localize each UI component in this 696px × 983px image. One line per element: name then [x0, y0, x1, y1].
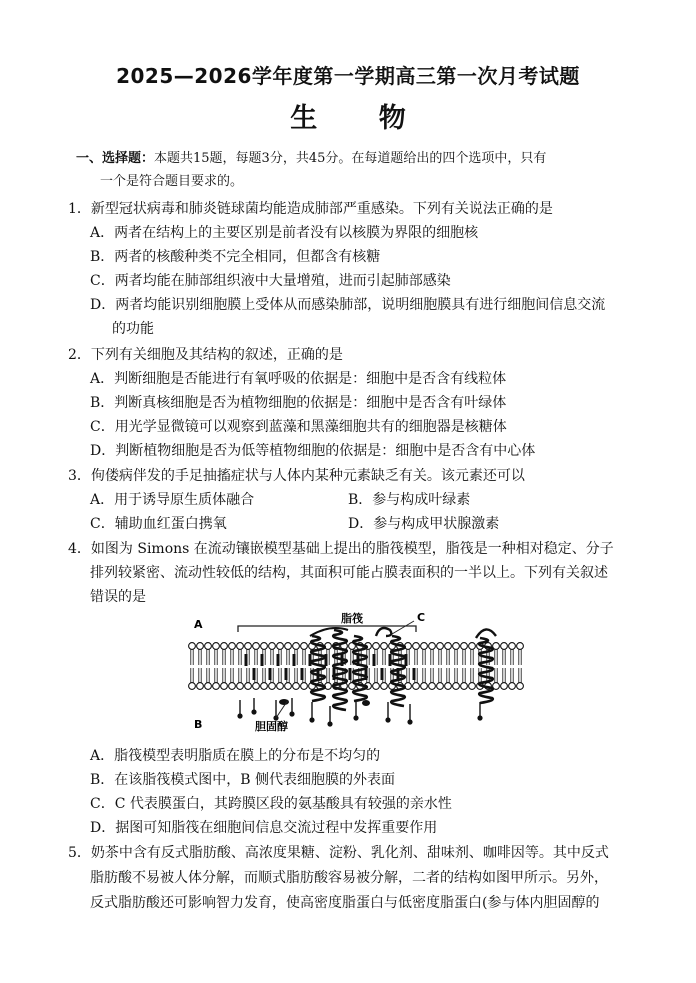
phospholipid-tail: [207, 668, 209, 683]
cholesterol-molecule: [373, 654, 376, 666]
q1-stem: 1．新型冠状病毒和肺炎链球菌均能造成肺部严重感染。下列有关说法正确的是: [68, 201, 553, 217]
cholesterol-molecule: [309, 654, 312, 666]
q3-option-d: D．参与构成甲状腺激素: [348, 516, 500, 532]
section-instructions: 本题共15题，每题3分，共45分。在每道题给出的四个选项中，只有: [154, 151, 547, 166]
lipid-anchored-protein: [362, 700, 370, 706]
phospholipid-tail: [191, 650, 193, 666]
phospholipid-tail: [447, 668, 449, 683]
q1-option-a: A．两者在结构上的主要区别是前者没有以核膜为界限的细胞核: [90, 225, 479, 241]
phospholipid-head: [189, 683, 196, 690]
figure-label-a: A: [194, 618, 203, 631]
phospholipid-head: [253, 683, 260, 690]
phospholipid-head: [269, 643, 276, 650]
phospholipid-head: [517, 643, 524, 650]
phospholipid-head: [277, 643, 284, 650]
phospholipid-tail: [215, 650, 217, 666]
anchor-bead: [251, 709, 256, 714]
phospholipid-tail: [495, 668, 497, 683]
cholesterol-molecule: [301, 668, 304, 680]
cholesterol-molecule: [293, 654, 296, 666]
phospholipid-tail: [471, 650, 473, 666]
phospholipid-head: [373, 683, 380, 690]
phospholipid-head: [381, 643, 388, 650]
q2-option-d: D．判断植物细胞是否为低等植物细胞的依据是：细胞中是否含有中心体: [90, 443, 536, 459]
q4-option-d: D．据图可知脂筏在细胞间信息交流过程中发挥重要作用: [90, 820, 438, 836]
phospholipid-tail: [239, 668, 241, 683]
q4-option-c: C．C 代表膜蛋白，其跨膜区段的氨基酸具有较强的亲水性: [90, 796, 452, 812]
phospholipid-tail: [463, 650, 465, 666]
figure-label-b: B: [194, 718, 203, 731]
figure-label-raft: 脂筏: [341, 612, 363, 625]
phospholipid-tail: [319, 650, 321, 666]
q4-stem-3: 错误的是: [90, 589, 146, 605]
phospholipid-tail: [503, 650, 505, 666]
phospholipid-head: [429, 683, 436, 690]
phospholipid-tail: [383, 650, 385, 666]
phospholipid-tail: [207, 650, 209, 666]
anchor-bead: [327, 721, 332, 726]
phospholipid-head: [261, 643, 268, 650]
phospholipid-head: [245, 643, 252, 650]
phospholipid-tail: [295, 668, 297, 683]
phospholipid-head: [205, 683, 212, 690]
phospholipid-head: [213, 683, 220, 690]
anchor-bead: [237, 713, 242, 718]
q2-option-a: A．判断细胞是否能进行有氧呼吸的依据是：细胞中是否含有线粒体: [90, 371, 507, 387]
phospholipid-tail: [455, 650, 457, 666]
phospholipid-head: [285, 683, 292, 690]
q5-line-1: 5．奶茶中含有反式脂肪酸、高浓度果糖、淀粉、乳化剂、甜味剂、咖啡因等。其中反式: [68, 845, 609, 861]
phospholipid-head: [229, 643, 236, 650]
q4-stem-2: 排列较紧密、流动性较低的结构，其面积可能占膜表面积的一半以上。下列有关叙述: [90, 565, 608, 581]
cholesterol-molecule: [381, 668, 384, 680]
cholesterol-molecule: [253, 668, 256, 680]
phospholipid-tail: [239, 650, 241, 666]
phospholipid-tail: [519, 650, 521, 666]
section-line-2: 一个是符合题目要求的。: [100, 174, 244, 189]
anchor-bead: [477, 715, 482, 720]
phospholipid-tail: [503, 668, 505, 683]
phospholipid-tail: [423, 668, 425, 683]
phospholipid-head: [437, 683, 444, 690]
q3-option-b: B．参与构成叶绿素: [348, 492, 471, 508]
phospholipid-head: [205, 643, 212, 650]
cholesterol-molecule: [261, 654, 264, 666]
phospholipid-head: [229, 683, 236, 690]
phospholipid-head: [373, 643, 380, 650]
protein-loop: [476, 629, 496, 638]
phospholipid-tail: [231, 668, 233, 683]
q4-option-b: B．在该脂筏模式图中，B 侧代表细胞膜的外表面: [90, 772, 396, 788]
figure-label-cholesterol: 胆固醇: [255, 720, 288, 733]
lipid-raft-figure: [180, 606, 530, 738]
phospholipid-tail: [327, 668, 329, 683]
phospholipid-head: [269, 683, 276, 690]
phospholipid-tail: [455, 668, 457, 683]
section-heading: 一、选择题：: [76, 151, 155, 166]
phospholipid-head: [453, 643, 460, 650]
phospholipid-head: [509, 643, 516, 650]
phospholipid-tail: [439, 650, 441, 666]
label-c-leader: [392, 621, 414, 634]
phospholipid-tail: [471, 668, 473, 683]
phospholipid-head: [213, 643, 220, 650]
cholesterol-molecule: [269, 668, 272, 680]
phospholipid-tail: [495, 650, 497, 666]
phospholipid-head: [221, 683, 228, 690]
phospholipid-tail: [271, 650, 273, 666]
phospholipid-tail: [279, 668, 281, 683]
phospholipid-head: [221, 643, 228, 650]
phospholipid-tail: [447, 650, 449, 666]
phospholipid-tail: [431, 650, 433, 666]
phospholipid-head: [461, 683, 468, 690]
q3-option-a: A．用于诱导原生质体融合: [90, 492, 255, 508]
phospholipid-head: [189, 643, 196, 650]
phospholipid-head: [381, 683, 388, 690]
phospholipid-head: [421, 683, 428, 690]
phospholipid-head: [301, 643, 308, 650]
phospholipid-tail: [263, 668, 265, 683]
cholesterol-molecule: [349, 668, 352, 680]
q3-stem: 3．佝偻病伴发的手足抽搐症状与人体内某种元素缺乏有关。该元素还可以: [68, 468, 525, 484]
phospholipid-tail: [247, 668, 249, 683]
phospholipid-tail: [303, 650, 305, 666]
phospholipid-tail: [215, 668, 217, 683]
phospholipid-head: [445, 683, 452, 690]
phospholipid-head: [461, 643, 468, 650]
phospholipid-tail: [199, 650, 201, 666]
phospholipid-tail: [399, 650, 401, 666]
phospholipid-tail: [431, 668, 433, 683]
phospholipid-head: [429, 643, 436, 650]
phospholipid-head: [509, 683, 516, 690]
phospholipid-head: [245, 683, 252, 690]
phospholipid-head: [253, 643, 260, 650]
phospholipid-head: [277, 683, 284, 690]
q2-option-b: B．判断真核细胞是否为植物细胞的依据是：细胞中是否含有叶绿体: [90, 395, 507, 411]
phospholipid-head: [453, 683, 460, 690]
phospholipid-tail: [223, 650, 225, 666]
phospholipid-tail: [287, 650, 289, 666]
q2-option-c: C．用光学显微镜可以观察到蓝藻和黑藻细胞共有的细胞器是核糖体: [90, 419, 507, 435]
phospholipid-tail: [463, 668, 465, 683]
cholesterol-molecule: [389, 654, 392, 666]
phospholipid-head: [437, 643, 444, 650]
phospholipid-head: [413, 683, 420, 690]
phospholipid-head: [285, 643, 292, 650]
phospholipid-tail: [223, 668, 225, 683]
cholesterol-molecule: [245, 654, 248, 666]
phospholipid-head: [501, 643, 508, 650]
phospholipid-head: [293, 683, 300, 690]
phospholipid-tail: [439, 668, 441, 683]
cholesterol-molecule: [413, 668, 416, 680]
phospholipid-tail: [191, 668, 193, 683]
phospholipid-head: [413, 643, 420, 650]
phospholipid-head: [517, 683, 524, 690]
phospholipid-tail: [375, 668, 377, 683]
protein-loop: [376, 628, 391, 636]
figure-label-c: C: [417, 611, 426, 624]
phospholipid-tail: [519, 668, 521, 683]
phospholipid-tail: [255, 650, 257, 666]
cholesterol-molecule: [285, 668, 288, 680]
phospholipid-head: [197, 643, 204, 650]
cholesterol-molecule: [277, 654, 280, 666]
exam-title: 2025—2026学年度第一学期高三第一次月考试题: [116, 64, 580, 88]
anchor-bead: [289, 711, 294, 716]
phospholipid-head: [237, 683, 244, 690]
q1-option-c: C．两者均能在肺部组织液中大量增殖，进而引起肺部感染: [90, 273, 451, 289]
phospholipid-tail: [423, 650, 425, 666]
q3-option-c: C．辅助血红蛋白携氧: [90, 516, 227, 532]
phospholipid-head: [421, 643, 428, 650]
phospholipid-tail: [511, 650, 513, 666]
q2-stem: 2．下列有关细胞及其结构的叙述，正确的是: [68, 347, 343, 363]
anchor-bead: [353, 715, 358, 720]
phospholipid-tail: [231, 650, 233, 666]
phospholipid-head: [445, 643, 452, 650]
phospholipid-head: [469, 643, 476, 650]
anchor-bead: [309, 717, 314, 722]
anchor-bead: [385, 717, 390, 722]
anchor-bead: [407, 719, 412, 724]
subject-title: 生 物: [290, 103, 432, 134]
q1-option-d: D．两者均能识别细胞膜上受体从而感染肺部，说明细胞膜具有进行细胞间信息交流: [90, 297, 606, 313]
q4-stem-1: 4．如图为 Simons 在流动镶嵌模型基础上提出的脂筏模型，脂筏是一种相对稳定、分子: [68, 541, 614, 557]
q5-line-2: 脂肪酸不易被人体分解，而顺式脂肪酸容易被分解，二者的结构如图甲所示。另外，: [90, 870, 608, 886]
phospholipid-head: [293, 643, 300, 650]
phospholipid-head: [237, 643, 244, 650]
phospholipid-head: [197, 683, 204, 690]
q5-line-3: 反式脂肪酸还可影响智力发育，使高密度脂蛋白与低密度脂蛋白(参与体内胆固醇的: [90, 895, 600, 911]
phospholipid-tail: [511, 668, 513, 683]
phospholipid-tail: [199, 668, 201, 683]
phospholipid-head: [261, 683, 268, 690]
q1-option-d-cont: 的功能: [112, 321, 154, 337]
phospholipid-tail: [415, 650, 417, 666]
phospholipid-head: [301, 683, 308, 690]
q1-option-b: B．两者的核酸种类不完全相同，但都含有核糖: [90, 249, 381, 265]
section-line-1: [76, 147, 546, 166]
q4-option-a: A．脂筏模型表明脂质在膜上的分布是不均匀的: [90, 748, 381, 764]
phospholipid-head: [501, 683, 508, 690]
phospholipid-head: [469, 683, 476, 690]
phospholipid-tail: [407, 668, 409, 683]
